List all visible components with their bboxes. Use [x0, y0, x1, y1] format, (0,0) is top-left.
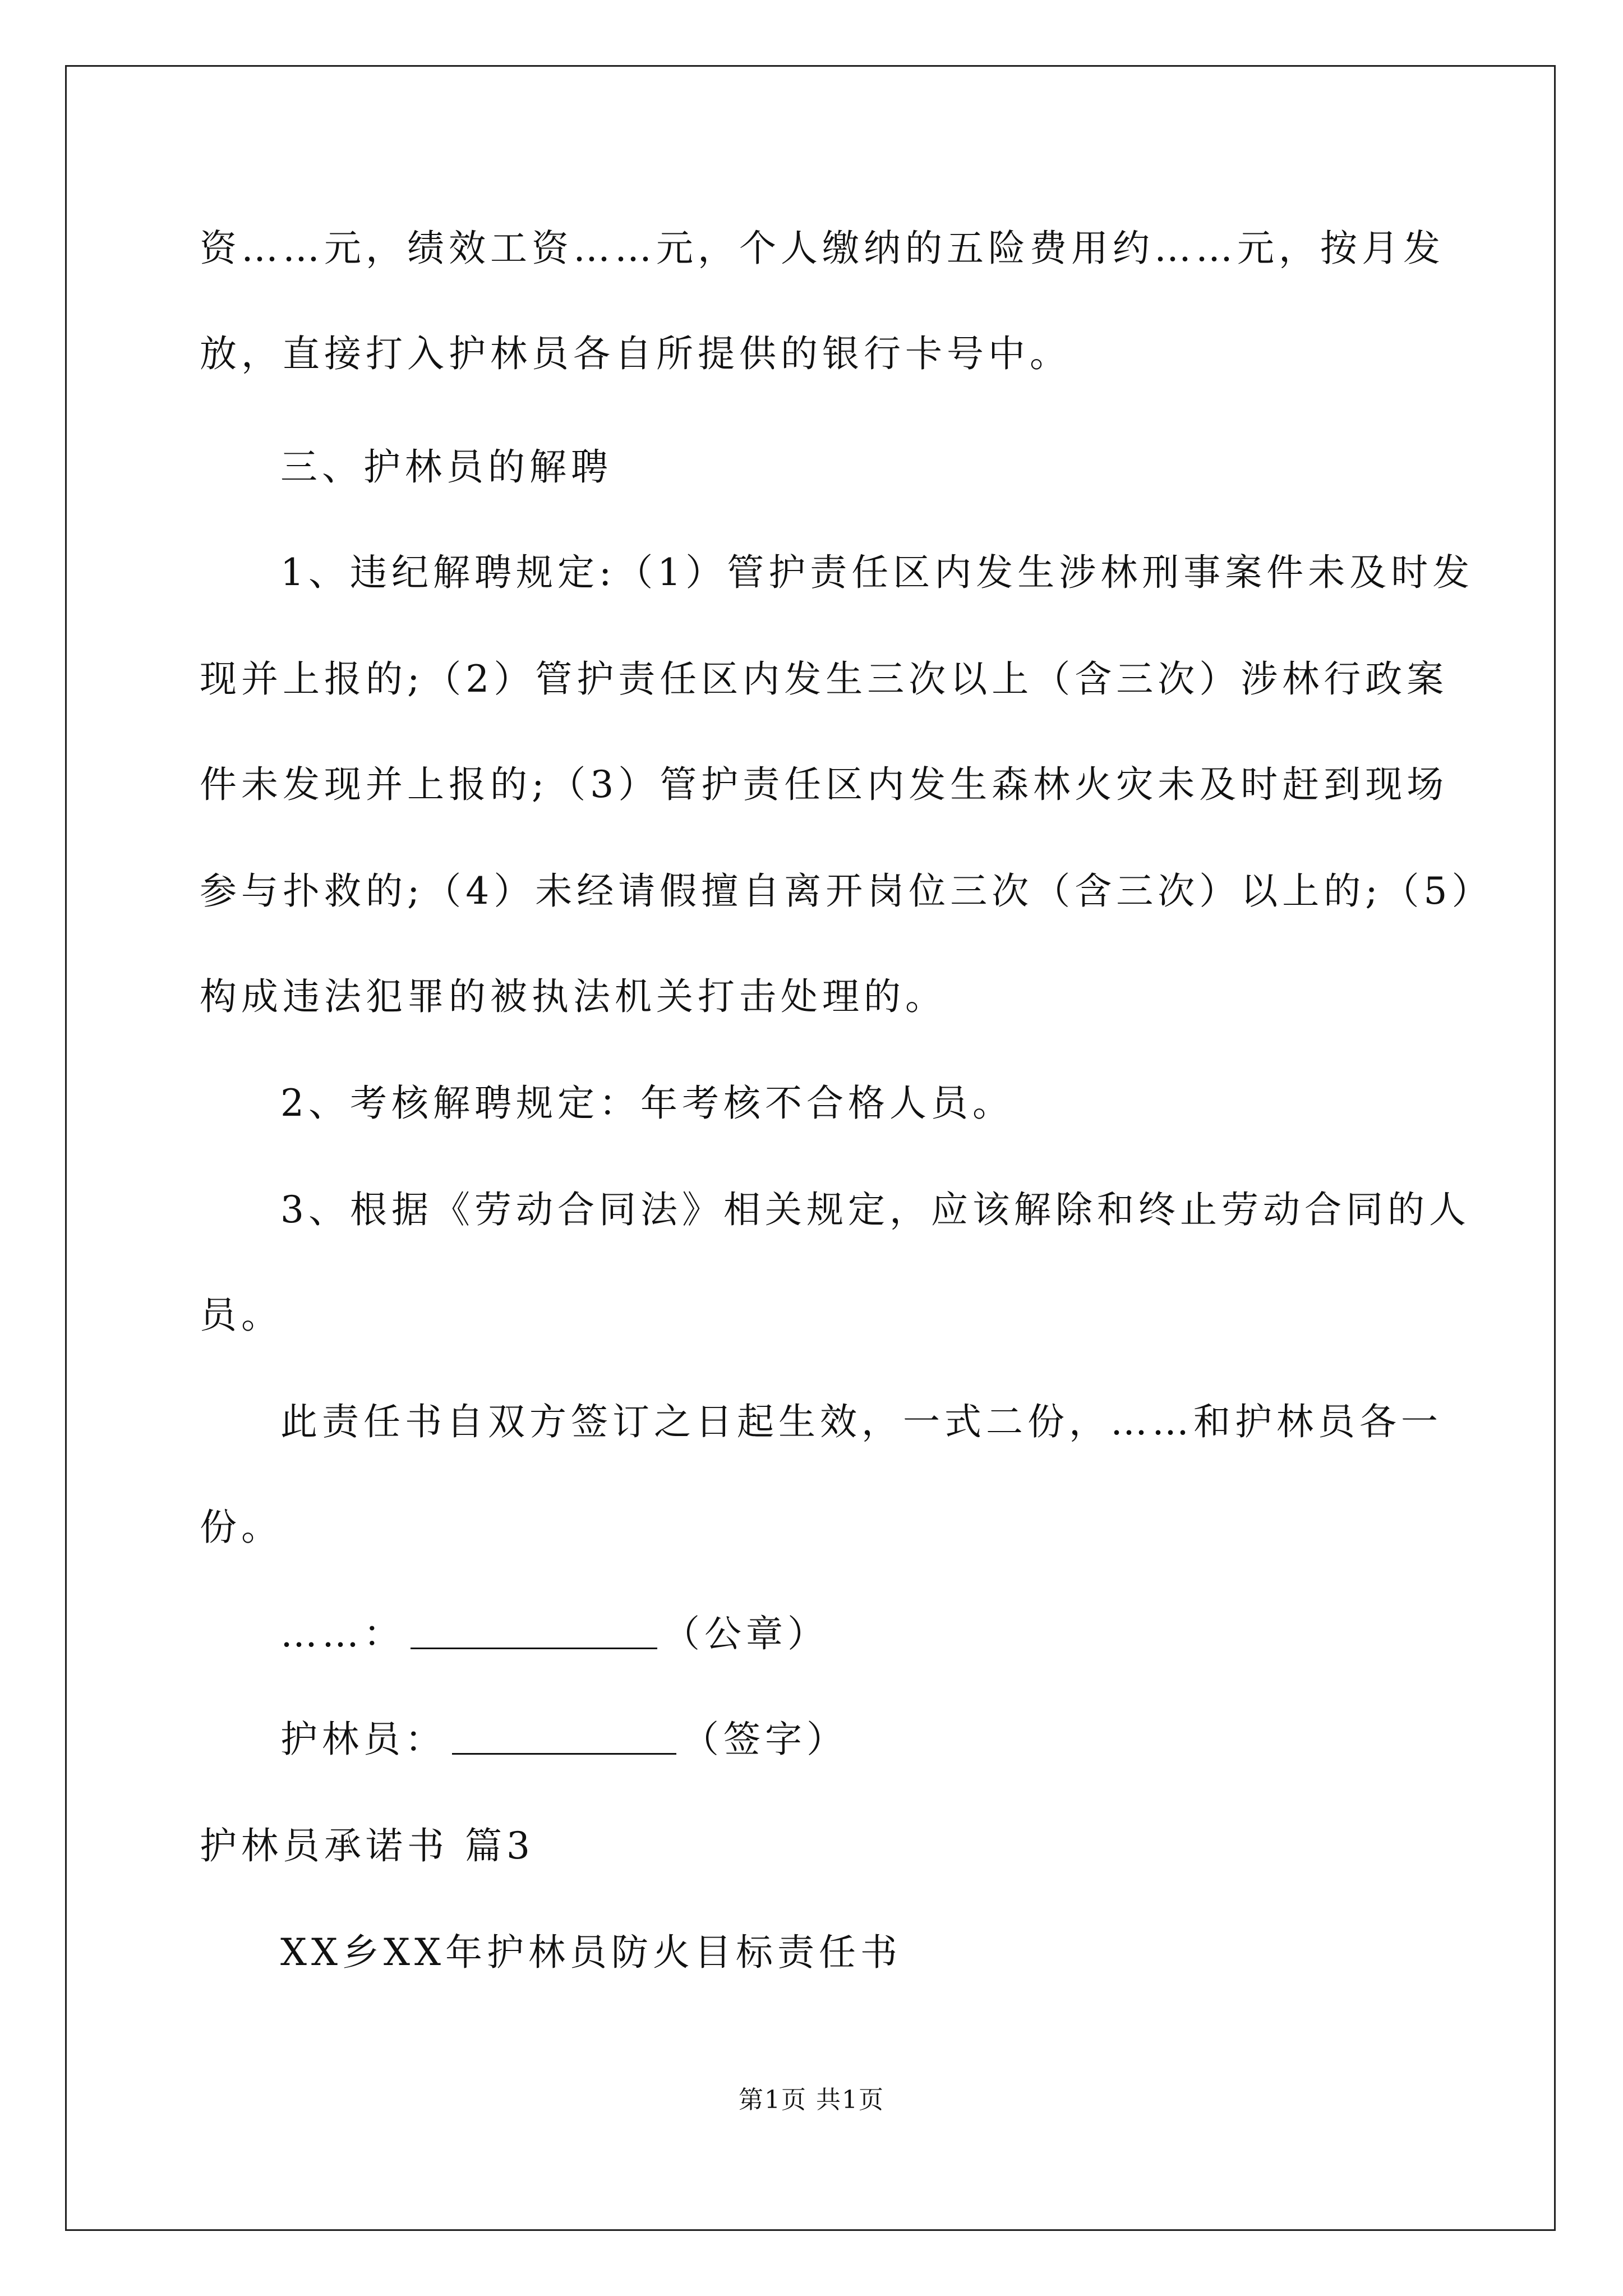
ranger-signature-row	[280, 1718, 848, 1761]
document-subtitle: XX乡XX年护林员防火目标责任书	[280, 1931, 902, 1974]
party-seal-blank	[411, 1616, 657, 1649]
body-line-6: 件未发现并上报的;（3）管护责任区内发生森林火灾未及时赶到现场	[200, 763, 1449, 806]
section-heading-part3: 护林员承诺书 篇3	[200, 1824, 534, 1867]
body-line-7: 参与扑救的;（4）未经请假擅自离开岗位三次（含三次）以上的;（5）	[200, 869, 1493, 913]
party-label: ……：	[280, 1612, 405, 1655]
section-heading-dismissal: 三、护林员的解聘	[280, 445, 612, 489]
body-line-11: 员。	[200, 1294, 283, 1337]
ranger-signature-note: （签字）	[682, 1718, 848, 1761]
body-line-4: 1、违纪解聘规定:（1）管护责任区内发生涉林刑事案件未及时发	[280, 551, 1474, 594]
body-line-2: 放，直接打入护林员各自所提供的银行卡号中。	[200, 332, 1071, 375]
ranger-label: 护林员：	[280, 1718, 446, 1761]
page-border	[65, 65, 1556, 2231]
body-line-9: 2、考核解聘规定：年考核不合格人员。	[280, 1082, 1014, 1125]
body-line-8: 构成违法犯罪的被执法机关打击处理的。	[200, 975, 947, 1018]
body-line-10: 3、根据《劳动合同法》相关规定，应该解除和终止劳动合同的人	[280, 1188, 1470, 1231]
body-line-12: 此责任书自双方签订之日起生效，一式二份，……和护林员各一	[280, 1400, 1442, 1443]
body-line-1: 资……元，绩效工资……元，个人缴纳的五险费用约……元，按月发	[200, 227, 1445, 270]
body-line-13: 份。	[200, 1506, 283, 1549]
party-seal-note: （公章）	[663, 1612, 829, 1655]
page-footer: 第1页 共1页	[739, 2086, 884, 2114]
body-line-5: 现并上报的;（2）管护责任区内发生三次以上（含三次）涉林行政案	[200, 657, 1449, 701]
ranger-signature-blank	[452, 1722, 676, 1755]
party-signature-row	[280, 1612, 829, 1655]
